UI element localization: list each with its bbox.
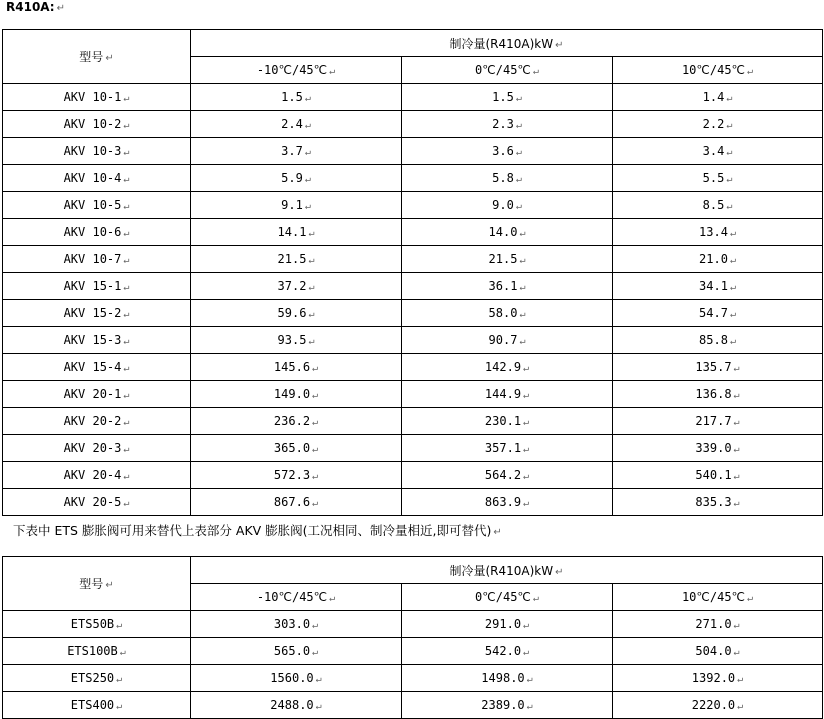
capacity-cell: 2.2 ↵ (613, 111, 823, 138)
capacity-header: 制冷量(R410A)kW ↵ (191, 557, 823, 584)
replacement-note: 下表中 ETS 膨胀阀可用来替代上表部分 AKV 膨胀阀(工况相同、制冷量相近,即可替代) ↵ (13, 523, 502, 538)
model-cell: AKV 10-1 ↵ (3, 84, 191, 111)
capacity-cell: 37.2 ↵ (191, 273, 402, 300)
capacity-cell: 1498.0 ↵ (402, 665, 613, 692)
table-row (3, 219, 823, 246)
capacity-cell: 504.0 ↵ (613, 638, 823, 665)
capacity-cell: 9.0 ↵ (402, 192, 613, 219)
table-row (3, 435, 823, 462)
capacity-cell: 217.7 ↵ (613, 408, 823, 435)
capacity-cell: 2488.0 ↵ (191, 692, 402, 719)
table-row (3, 138, 823, 165)
capacity-cell: 3.7 ↵ (191, 138, 402, 165)
capacity-cell: 540.1 ↵ (613, 462, 823, 489)
capacity-cell: 2.4 ↵ (191, 111, 402, 138)
model-cell: AKV 20-1 ↵ (3, 381, 191, 408)
condition-header: 10℃/45℃ ↵ (613, 584, 823, 611)
capacity-cell: 14.0 ↵ (402, 219, 613, 246)
table-row (3, 665, 823, 692)
table-row (3, 84, 823, 111)
akv-capacity-table (2, 29, 823, 516)
model-cell: AKV 10-6 ↵ (3, 219, 191, 246)
table-row (3, 381, 823, 408)
capacity-cell: 149.0 ↵ (191, 381, 402, 408)
table-row (3, 246, 823, 273)
condition-header: -10℃/45℃ ↵ (191, 584, 402, 611)
capacity-cell: 5.9 ↵ (191, 165, 402, 192)
capacity-cell: 85.8 ↵ (613, 327, 823, 354)
capacity-cell: 9.1 ↵ (191, 192, 402, 219)
table-row (3, 111, 823, 138)
capacity-cell: 2.3 ↵ (402, 111, 613, 138)
capacity-cell: 291.0 ↵ (402, 611, 613, 638)
model-header: 型号 ↵ (3, 557, 191, 611)
capacity-cell: 21.5 ↵ (191, 246, 402, 273)
capacity-cell: 13.4 ↵ (613, 219, 823, 246)
condition-header: 10℃/45℃ ↵ (613, 57, 823, 84)
model-cell: AKV 10-2 ↵ (3, 111, 191, 138)
table-row (3, 489, 823, 516)
capacity-cell: 867.6 ↵ (191, 489, 402, 516)
condition-header: 0℃/45℃ ↵ (402, 57, 613, 84)
capacity-cell: 59.6 ↵ (191, 300, 402, 327)
capacity-cell: 144.9 ↵ (402, 381, 613, 408)
capacity-cell: 58.0 ↵ (402, 300, 613, 327)
capacity-cell: 564.2 ↵ (402, 462, 613, 489)
table-row (3, 192, 823, 219)
model-cell: AKV 15-3 ↵ (3, 327, 191, 354)
table-row (3, 462, 823, 489)
table-row (3, 408, 823, 435)
model-cell: AKV 20-2 ↵ (3, 408, 191, 435)
capacity-cell: 145.6 ↵ (191, 354, 402, 381)
capacity-cell: 303.0 ↵ (191, 611, 402, 638)
capacity-cell: 357.1 ↵ (402, 435, 613, 462)
capacity-cell: 1392.0 ↵ (613, 665, 823, 692)
capacity-cell: 34.1 ↵ (613, 273, 823, 300)
capacity-cell: 54.7 ↵ (613, 300, 823, 327)
capacity-cell: 3.4 ↵ (613, 138, 823, 165)
capacity-cell: 339.0 ↵ (613, 435, 823, 462)
capacity-cell: 365.0 ↵ (191, 435, 402, 462)
table-row (3, 638, 823, 665)
capacity-cell: 2220.0 ↵ (613, 692, 823, 719)
capacity-cell: 5.8 ↵ (402, 165, 613, 192)
table-row (3, 273, 823, 300)
capacity-cell: 21.5 ↵ (402, 246, 613, 273)
capacity-cell: 14.1 ↵ (191, 219, 402, 246)
capacity-cell: 230.1 ↵ (402, 408, 613, 435)
model-cell: AKV 10-3 ↵ (3, 138, 191, 165)
ets-capacity-table (2, 556, 823, 719)
model-cell: AKV 15-2 ↵ (3, 300, 191, 327)
model-cell: ETS400 ↵ (3, 692, 191, 719)
capacity-cell: 1.4 ↵ (613, 84, 823, 111)
capacity-header: 制冷量(R410A)kW ↵ (191, 30, 823, 57)
capacity-cell: 142.9 ↵ (402, 354, 613, 381)
capacity-cell: 1.5 ↵ (191, 84, 402, 111)
paragraph-mark: ↵ (56, 3, 65, 14)
model-cell: ETS250 ↵ (3, 665, 191, 692)
table-row (3, 611, 823, 638)
heading-text: R410A: (6, 0, 55, 14)
capacity-cell: 21.0 ↵ (613, 246, 823, 273)
capacity-cell: 236.2 ↵ (191, 408, 402, 435)
model-cell: AKV 20-3 ↵ (3, 435, 191, 462)
table-row (3, 300, 823, 327)
capacity-cell: 1.5 ↵ (402, 84, 613, 111)
condition-header: 0℃/45℃ ↵ (402, 584, 613, 611)
capacity-cell: 3.6 ↵ (402, 138, 613, 165)
capacity-cell: 572.3 ↵ (191, 462, 402, 489)
model-cell: AKV 10-7 ↵ (3, 246, 191, 273)
capacity-cell: 271.0 ↵ (613, 611, 823, 638)
capacity-cell: 36.1 ↵ (402, 273, 613, 300)
section-heading (6, 0, 65, 14)
capacity-cell: 136.8 ↵ (613, 381, 823, 408)
model-cell: AKV 15-4 ↵ (3, 354, 191, 381)
capacity-cell: 93.5 ↵ (191, 327, 402, 354)
model-cell: AKV 10-5 ↵ (3, 192, 191, 219)
capacity-cell: 2389.0 ↵ (402, 692, 613, 719)
capacity-cell: 565.0 ↵ (191, 638, 402, 665)
table-row (3, 354, 823, 381)
capacity-cell: 90.7 ↵ (402, 327, 613, 354)
model-cell: AKV 15-1 ↵ (3, 273, 191, 300)
table-row (3, 327, 823, 354)
capacity-cell: 542.0 ↵ (402, 638, 613, 665)
model-cell: ETS50B ↵ (3, 611, 191, 638)
model-cell: AKV 10-4 ↵ (3, 165, 191, 192)
capacity-cell: 1560.0 ↵ (191, 665, 402, 692)
capacity-cell: 835.3 ↵ (613, 489, 823, 516)
table-row (3, 165, 823, 192)
capacity-cell: 863.9 ↵ (402, 489, 613, 516)
model-cell: ETS100B ↵ (3, 638, 191, 665)
table-row (3, 692, 823, 719)
model-cell: AKV 20-5 ↵ (3, 489, 191, 516)
capacity-cell: 5.5 ↵ (613, 165, 823, 192)
capacity-cell: 8.5 ↵ (613, 192, 823, 219)
capacity-cell: 135.7 ↵ (613, 354, 823, 381)
model-cell: AKV 20-4 ↵ (3, 462, 191, 489)
model-header: 型号 ↵ (3, 30, 191, 84)
condition-header: -10℃/45℃ ↵ (191, 57, 402, 84)
